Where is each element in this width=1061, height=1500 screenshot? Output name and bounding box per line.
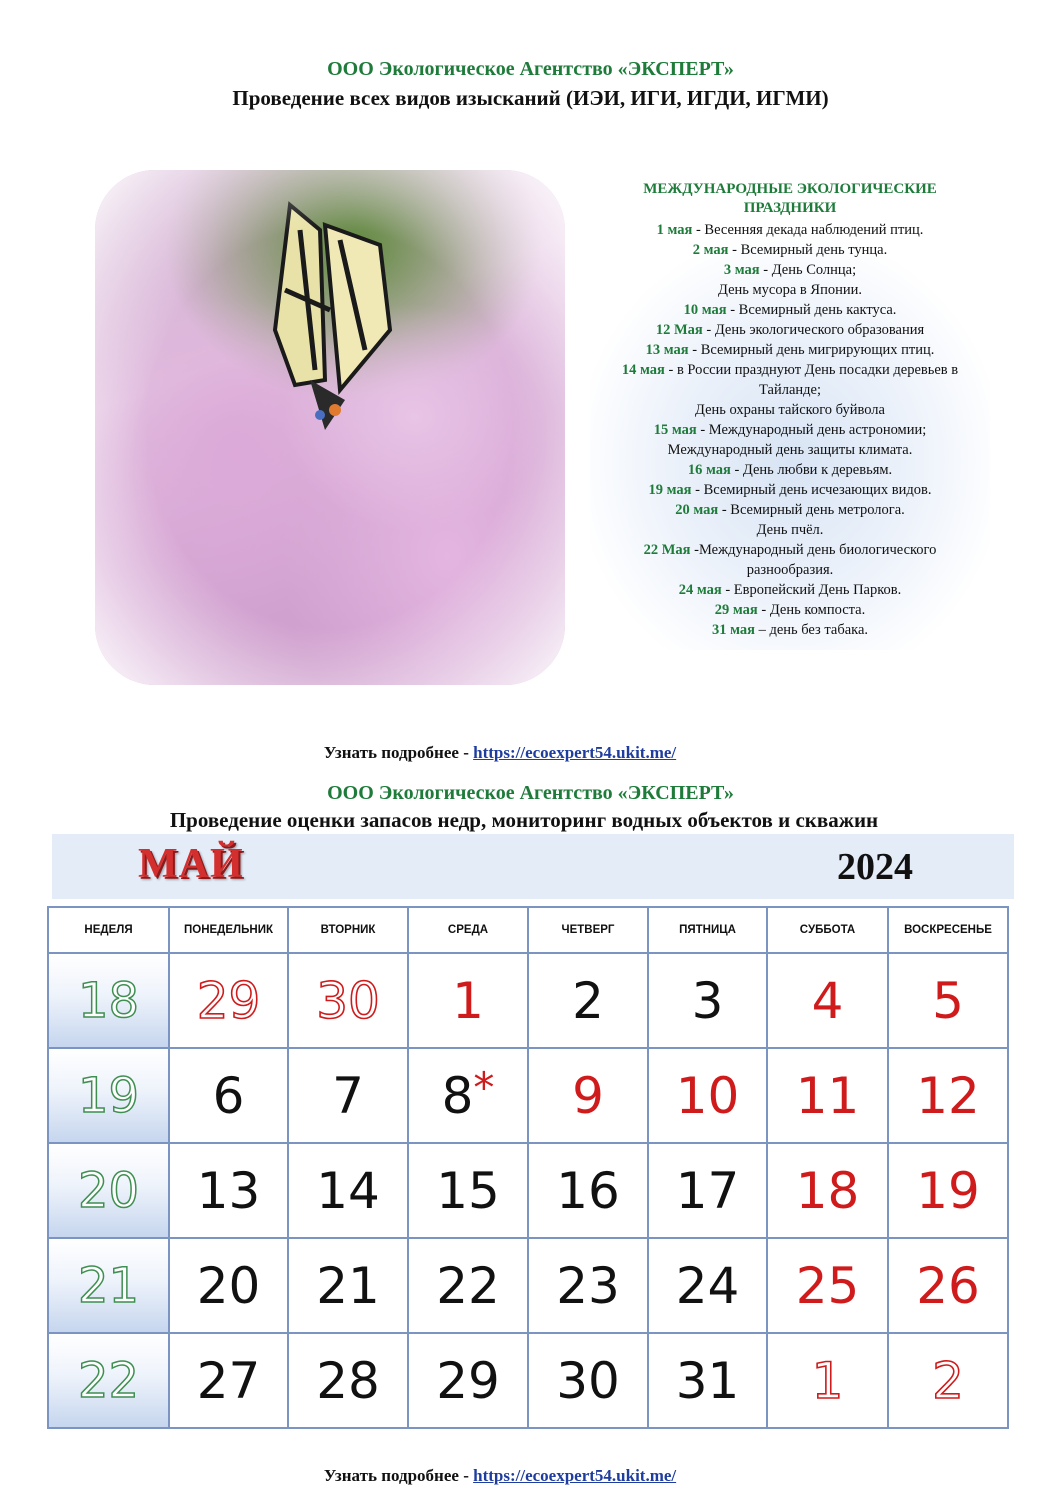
holiday-date: 10 мая (683, 302, 727, 318)
day-number: 23 (556, 1256, 620, 1315)
holiday-item (590, 560, 990, 580)
calendar-day-cell (528, 1048, 648, 1143)
year: 2024 (837, 846, 913, 888)
calendar-day-cell (648, 1143, 767, 1238)
day-number: 13 (196, 1161, 261, 1220)
services-bottom: Проведение оценки запасов недр, мониторинг водных объектов и скважин (169, 808, 879, 832)
calendar-day-cell (169, 1048, 288, 1143)
holiday-item (590, 280, 990, 300)
week-number: 20 (48, 1143, 169, 1238)
calendar-day-cell (648, 953, 767, 1048)
calendar-day-cell (169, 953, 288, 1048)
calendar-week-row (48, 1048, 1008, 1143)
week-number: 18 (48, 953, 169, 1048)
day-number: 29 (436, 1351, 500, 1410)
holiday-item (590, 380, 990, 400)
day-number: 3 (691, 971, 724, 1030)
calendar-day-cell (288, 953, 408, 1048)
col-week: НЕДЕЛЯ (48, 907, 169, 953)
day-number: 5 (932, 971, 964, 1030)
day-number: 2 (932, 1351, 964, 1410)
calendar-header-row (48, 907, 1008, 953)
holiday-text: - День любви к деревьям. (730, 462, 893, 478)
calendar-day-cell (408, 1238, 528, 1333)
day-number: 10 (675, 1066, 740, 1125)
calendar-day-cell (288, 1333, 408, 1428)
week-number: 21 (48, 1238, 169, 1333)
day-number: 12 (916, 1066, 980, 1125)
week-number: 22 (48, 1333, 169, 1428)
calendar-day-cell (408, 1333, 528, 1428)
calendar-day-cell (888, 1333, 1008, 1428)
holiday-text: - Международный день астрономии; (696, 422, 927, 438)
holiday-text: – день без табака. (754, 622, 869, 638)
holiday-text: - День экологического образования (702, 322, 925, 338)
holiday-date: 2 мая (692, 242, 729, 258)
holiday-text: разнообразия. (746, 562, 834, 578)
company-name-top: ООО Экологическое Агентство «ЭКСПЕРТ» (327, 58, 734, 80)
holiday-text: День пчёл. (756, 522, 824, 538)
holiday-date: 12 Мая (655, 322, 703, 338)
holiday-item (590, 600, 990, 620)
day-number: 16 (556, 1161, 620, 1220)
butterfly-lilac-photo (95, 170, 565, 685)
holiday-item (590, 360, 990, 380)
holiday-date: 1 мая (656, 222, 693, 238)
holiday-text: - Всемирный день мигрирующих птиц. (688, 342, 935, 358)
day-number: 31 (675, 1351, 740, 1410)
holiday-text: День мусора в Японии. (718, 282, 862, 298)
holiday-date: 15 мая (653, 422, 697, 438)
holiday-item (590, 240, 990, 260)
day-number: 1 (452, 971, 484, 1030)
more-info-top (0, 743, 1000, 763)
calendar-grid (47, 906, 1009, 1429)
holiday-text: Тайланде; (759, 382, 821, 398)
holiday-text: - День компоста. (757, 602, 866, 618)
day-number: 21 (316, 1256, 380, 1315)
day-number: 6 (212, 1066, 245, 1125)
holiday-item (590, 580, 990, 600)
holiday-text: -Международный день биологического (690, 542, 937, 558)
day-number: 27 (196, 1351, 261, 1410)
holiday-date: 29 мая (714, 602, 758, 618)
holiday-text: - Весенняя декада наблюдений птиц. (692, 222, 924, 238)
day-number: 26 (916, 1256, 980, 1315)
holidays-title-line1: МЕЖДУНАРОДНЫЕ ЭКОЛОГИЧЕСКИЕ (643, 181, 937, 197)
holiday-item (590, 320, 990, 340)
holiday-item (590, 520, 990, 540)
day-number: 22 (436, 1256, 500, 1315)
calendar-day-cell (408, 1143, 528, 1238)
holiday-date: 16 мая (687, 462, 731, 478)
more-info-label-bottom: Узнать подробнее - (323, 1466, 474, 1485)
holiday-date: 3 мая (723, 262, 760, 278)
holiday-item (590, 480, 990, 500)
holiday-item (590, 400, 990, 420)
day-number: 19 (916, 1161, 980, 1220)
holiday-text: - Всемирный день метролога. (718, 502, 905, 518)
holiday-item (590, 500, 990, 520)
calendar-week-row (48, 1238, 1008, 1333)
day-number: 2 (572, 971, 604, 1030)
holiday-text: - Всемирный день исчезающих видов. (691, 482, 932, 498)
calendar-day-cell (888, 1048, 1008, 1143)
day-number: 29 (196, 971, 261, 1030)
holiday-date: 14 мая (621, 362, 665, 378)
company-name-bottom: ООО Экологическое Агентство «ЭКСПЕРТ» (327, 782, 734, 804)
holiday-item (590, 440, 990, 460)
holidays-list (590, 220, 990, 640)
holiday-marker: * (473, 1062, 495, 1112)
holidays-title-line2: ПРАЗДНИКИ (743, 200, 837, 216)
calendar-day-cell (767, 953, 888, 1048)
holiday-date: 19 мая (648, 482, 692, 498)
holiday-item (590, 340, 990, 360)
col-monday: ПОНЕДЕЛЬНИК (169, 907, 288, 953)
day-number: 11 (795, 1066, 860, 1125)
more-info-bottom (0, 1466, 1000, 1486)
day-number: 24 (675, 1256, 740, 1315)
calendar-day-cell (528, 1333, 648, 1428)
holiday-item (590, 620, 990, 640)
holidays-panel (590, 180, 990, 650)
calendar-day-cell (888, 1238, 1008, 1333)
week-number: 19 (48, 1048, 169, 1143)
col-friday: ПЯТНИЦА (648, 907, 767, 953)
calendar-day-cell (767, 1048, 888, 1143)
holiday-text: - в России празднуют День посадки деревьев в (664, 362, 959, 378)
calendar-day-cell (288, 1238, 408, 1333)
calendar-day-cell (528, 1238, 648, 1333)
holiday-item (590, 300, 990, 320)
holiday-text: - День Солнца; (759, 262, 857, 278)
month-name: МАЙ (138, 841, 244, 887)
calendar-week-row (48, 1143, 1008, 1238)
calendar-week-row (48, 1333, 1008, 1428)
more-info-label: Узнать подробнее - (323, 743, 474, 762)
day-number: 17 (675, 1161, 740, 1220)
calendar-day-cell (648, 1048, 767, 1143)
day-number: 15 (436, 1161, 500, 1220)
holiday-text: Международный день защиты климата. (667, 442, 913, 458)
day-number: 30 (556, 1351, 620, 1410)
website-link[interactable]: https://ecoexpert54.ukit.me/ (473, 743, 677, 762)
calendar-day-cell (888, 953, 1008, 1048)
day-number: 14 (316, 1161, 380, 1220)
calendar-day-cell (767, 1333, 888, 1428)
col-wednesday: СРЕДА (408, 907, 528, 953)
col-sunday: ВОСКРЕСЕНЬЕ (888, 907, 1008, 953)
day-number: 28 (316, 1351, 380, 1410)
holiday-text: - Всемирный день тунца. (728, 242, 888, 258)
holiday-date: 20 мая (675, 502, 719, 518)
services-top: Проведение всех видов изысканий (ИЭИ, ИГИ, ИГДИ, ИГМИ) (232, 86, 829, 110)
calendar-day-cell (888, 1143, 1008, 1238)
butterfly-icon (95, 170, 565, 685)
calendar-day-cell (528, 1143, 648, 1238)
holiday-item (590, 260, 990, 280)
day-number: 25 (795, 1256, 860, 1315)
day-number: 8 (441, 1066, 474, 1125)
holiday-text: - Европейский День Парков. (721, 582, 902, 598)
calendar-day-cell (169, 1143, 288, 1238)
col-saturday: СУББОТА (767, 907, 888, 953)
holiday-date: 13 мая (645, 342, 689, 358)
day-number: 1 (811, 1351, 844, 1410)
calendar-week-row (48, 953, 1008, 1048)
holiday-text: - Всемирный день кактуса. (726, 302, 897, 318)
holiday-item (590, 420, 990, 440)
day-number: 9 (572, 1066, 604, 1125)
col-thursday: ЧЕТВЕРГ (528, 907, 648, 953)
holiday-date: 24 мая (678, 582, 722, 598)
calendar-day-cell (648, 1238, 767, 1333)
day-number: 30 (316, 971, 380, 1030)
day-number: 4 (811, 971, 844, 1030)
col-tuesday: ВТОРНИК (288, 907, 408, 953)
holiday-item (590, 460, 990, 480)
holiday-item (590, 540, 990, 560)
calendar-body (48, 953, 1008, 1428)
holiday-date: 22 Мая (643, 542, 691, 558)
calendar-day-cell (648, 1333, 767, 1428)
calendar-day-cell (767, 1143, 888, 1238)
calendar-day-cell (408, 953, 528, 1048)
holiday-date: 31 мая (711, 622, 755, 638)
calendar-day-cell (528, 953, 648, 1048)
calendar-day-cell (767, 1238, 888, 1333)
day-number: 18 (795, 1161, 860, 1220)
calendar-day-cell (169, 1238, 288, 1333)
holiday-text: День охраны тайского буйвола (695, 402, 885, 418)
website-link-bottom[interactable]: https://ecoexpert54.ukit.me/ (473, 1466, 677, 1485)
calendar-day-cell (288, 1048, 408, 1143)
day-number: 7 (332, 1066, 364, 1125)
calendar-day-cell (169, 1333, 288, 1428)
calendar-day-cell (288, 1143, 408, 1238)
holiday-item (590, 220, 990, 240)
day-number: 20 (196, 1256, 261, 1315)
calendar-day-cell (408, 1048, 528, 1143)
